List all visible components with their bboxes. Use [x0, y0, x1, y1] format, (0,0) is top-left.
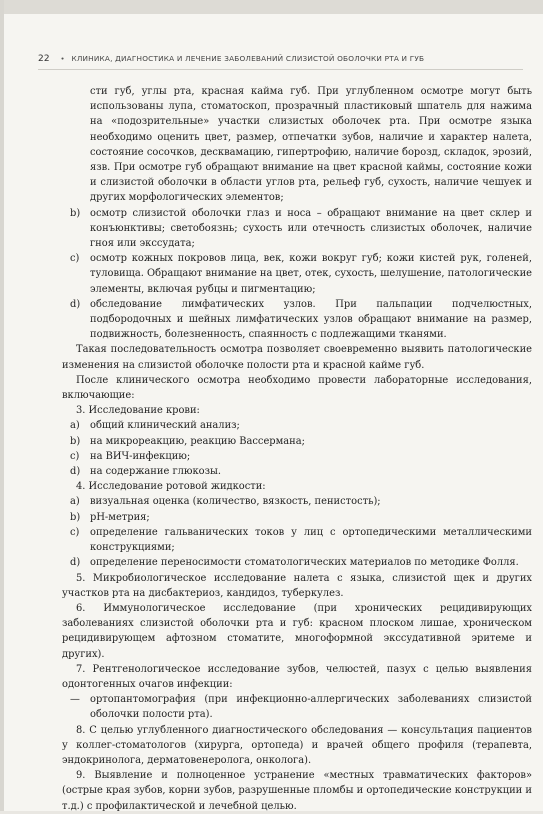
list-item-label: b) — [70, 511, 81, 523]
list-item-label: a) — [70, 420, 80, 432]
paragraph-9: 9. Выявление и полноценное устранение «местных травматических факторов» (острые края зубов, корни зубов, разрушенные пломбы и ортопедические конструкции и т.д.) с профилактической и лечебной целью. — [62, 770, 532, 812]
continued-paragraph: сти губ, углы рта, красная кайма губ. При углубленном осмотре могут быть использованы лупа, стоматоскоп, прозрачный пластиковый шпатель для нажима на «подозрительные» участки слизистых оболочек рта. При осмотре языка необходимо оценить цвет, размер, отпечатки зубов, наличие и характер налета, состояние сосочков, десквамацию, гипертрофию, наличие борозд, складок, эрозий, язв. При осмотре губ обращают внимание на цвет красной каймы, состояние кожи и слизистой оболочки в области углов рта, рельеф губ, сухость, наличие чешуек и других морфологических элементов; — [90, 86, 532, 204]
list-item-c — [62, 251, 532, 297]
list-item-label: d) — [70, 557, 81, 569]
header-bullet: • — [60, 54, 65, 63]
list-item-label: b) — [70, 207, 81, 219]
paragraph-7: 7. Рентгенологическое исследование зубов, челюстей, пазух с целью выявления одонтогенных очагов инфекции: — [62, 663, 532, 690]
list-item-text: общий клинический анализ; — [90, 420, 240, 432]
list-item-text: осмотр слизистой оболочки глаз и носа – обращают внимание на цвет склер и конъюнктивы; светобоязнь; сухость или отечность слизистых оболочек, наличие гноя или экссудата; — [90, 207, 532, 250]
list-item-label: c) — [70, 526, 80, 538]
list-item-text: определение гальванических токов у лиц с ортопедическими металлическими конструкциями; — [90, 526, 532, 554]
dash-label: — — [70, 694, 80, 706]
list-item-label: c) — [70, 450, 80, 462]
paragraph-6: 6. Иммунологическое исследование (при хронических рецидивирующих заболеваниях слизистой оболочки рта и губ: красном плоском лишае, хроническом рецидивирующем афтозном стоматите, многоформной экссудативной эритеме и других). — [62, 602, 532, 660]
paragraph-5: 5. Микробиологическое исследование налета с языка, слизистой щек и других участков рта на дисбактериоз, кандидоз, туберкулез. — [62, 572, 532, 599]
list-item-label: a) — [70, 496, 80, 508]
saliva-item — [62, 555, 532, 570]
blood-item — [62, 449, 532, 464]
paragraph-sequence: Такая последовательность осмотра позволяет своевременно выявить патологические изменения на слизистой оболочке полости рта и красной кайме губ. — [62, 344, 532, 371]
running-header — [38, 54, 528, 64]
list-item-text: определение переносимости стоматологических материалов по методике Фолля. — [90, 557, 519, 569]
list-item-label: d) — [70, 298, 81, 310]
list-item-text: осмотр кожных покровов лица, век, кожи вокруг губ; кожи кистей рук, голеней, туловища. Обращают внимание на цвет, отек, сухость, шелушение, патологические элементы, включая рубцы и пигментацию; — [90, 253, 533, 295]
running-title: КЛИНИКА, ДИАГНОСТИКА И ЛЕЧЕНИЕ ЗАБОЛЕВАНИЙ СЛИЗИСТОЙ ОБОЛОЧКИ РТА И ГУБ — [71, 54, 425, 63]
page-top-shadow — [4, 0, 543, 14]
blood-item — [62, 418, 532, 433]
list-item-text: на микрореакцию, реакцию Вассермана; — [90, 435, 305, 447]
heading-saliva: 4. Исследование ротовой жидкости: — [76, 481, 266, 493]
list-item-text: pH-метрия; — [90, 511, 150, 523]
saliva-item — [62, 525, 532, 555]
list-item-text: на содержание глюкозы. — [90, 466, 221, 478]
paragraph-lab-tests: После клинического осмотра необходимо провести лабораторные исследования, включающие: — [62, 374, 532, 402]
page-number: 22 — [38, 54, 50, 64]
list-item-label: b) — [70, 435, 81, 447]
header-rule — [38, 69, 523, 70]
dash-text: ортопантомография (при инфекционно-аллергических заболеваниях слизистой оболочки полости рта). — [90, 694, 532, 721]
blood-item — [62, 464, 532, 479]
list-item-d — [62, 297, 532, 343]
list-item-text: обследование лимфатических узлов. При пальпации подчелюстных, подбородочных и шейных лимфатических узлов обращают внимание на размер, подвижность, болезненность, спаянность с подлежащими тканями. — [90, 298, 532, 341]
dash-item — [62, 692, 532, 722]
list-item-text: на ВИЧ-инфекцию; — [90, 450, 191, 462]
page-body — [62, 84, 532, 814]
list-item-label: c) — [70, 253, 80, 265]
blood-item — [62, 434, 532, 449]
heading-blood: 3. Исследование крови: — [76, 405, 200, 417]
saliva-item — [62, 494, 532, 509]
saliva-item — [62, 510, 532, 525]
list-item-b — [62, 206, 532, 252]
list-item-text: визуальная оценка (количество, вязкость, пенистость); — [90, 496, 381, 508]
list-item-label: d) — [70, 466, 81, 478]
paragraph-8: 8. С целью углубленного диагностического обследования — консультация пациентов у коллег-стоматологов (хирурга, ортопеда) и врачей общего профиля (терапевта, эндокринолога, дерматовенеролога, онколога). — [62, 724, 532, 766]
